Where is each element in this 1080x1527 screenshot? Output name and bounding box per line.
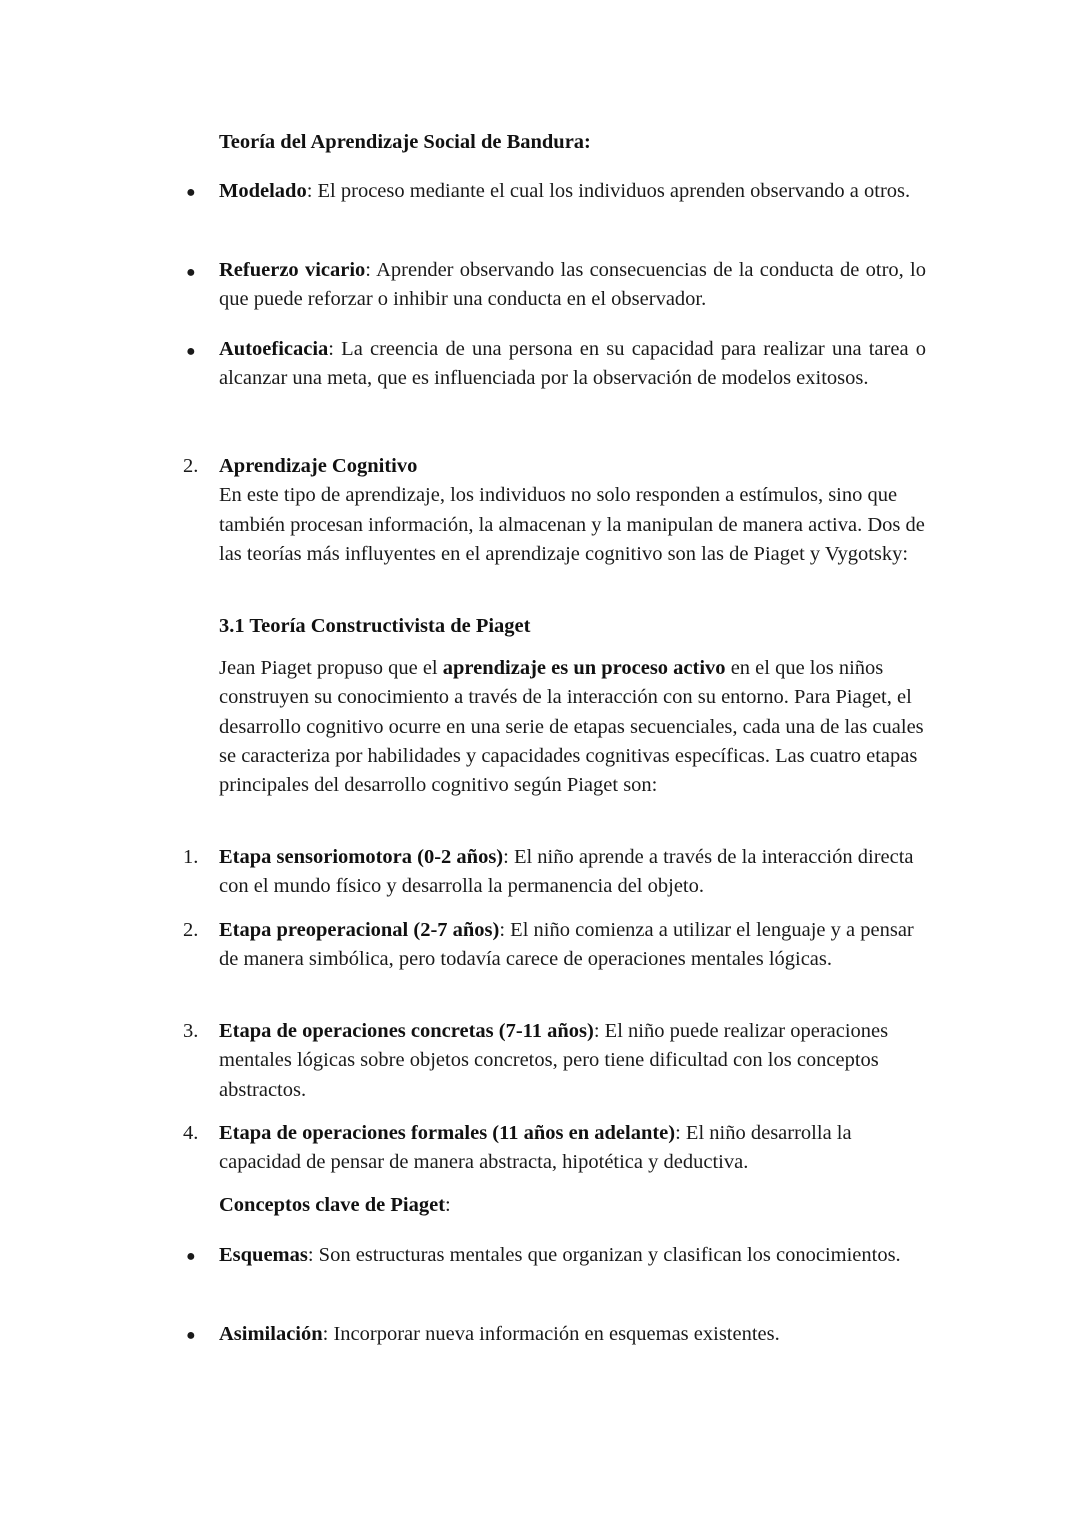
bandura-item-modelado: Modelado: El proceso mediante el cual los individuos aprenden observando a otros. (219, 180, 911, 202)
concept-item-esquemas: Esquemas: Son estructuras mentales que organizan y clasifican los conocimientos. (219, 1244, 901, 1266)
concepts-heading: Conceptos clave de Piaget: (219, 1194, 451, 1216)
piaget-paragraph: Jean Piaget propuso que el aprendizaje es un proceso activo en el que los niños construyen su conocimiento a través de la interacción con su entorno. Para Piaget, el desarrollo cognitivo ocurre en una serie de etapas secuenciales, cada una de las cuales se caracteriza por habilidades y capacidades cognitivas específicas. Las cuatro etapas principales del desarrollo cognitivo según Piaget son: (219, 657, 924, 797)
bandura-heading (219, 128, 926, 157)
bullet-icon: ● (186, 264, 196, 281)
stage-number: 2. (183, 919, 199, 941)
bullet-icon: ● (186, 1248, 196, 1265)
stage-item: Etapa de operaciones formales (11 años en adelante): El niño desarrolla la capacidad de pensar de manera abstracta, hipotética y deductiva. (219, 1122, 852, 1174)
stage-item: Etapa sensoriomotora (0-2 años): El niño aprende a través de la interacción directa con el mundo físico y desarrolla la permanencia del objeto. (219, 846, 914, 898)
cognitivo-section (219, 452, 926, 569)
bandura-heading-text: Teoría del Aprendizaje Social de Bandura: (219, 131, 591, 153)
section-number: 2. (183, 455, 199, 477)
piaget-heading: 3.1 Teoría Constructivista de Piaget (219, 615, 531, 637)
cognitivo-title: Aprendizaje Cognitivo (219, 455, 418, 477)
bandura-item-autoeficacia: Autoeficacia: La creencia de una persona en su capacidad para realizar una tarea o alcanzar una meta, que es influenciada por la observación de modelos exitosos. (219, 338, 926, 390)
cognitivo-intro: En este tipo de aprendizaje, los individuos no solo responden a estímulos, sino que también procesan información, la almacenan y la manipulan de manera activa. Dos de las teorías más influyentes en el aprendizaje cognitivo son las de Piaget y Vygotsky: (219, 484, 925, 565)
bandura-item-refuerzo: Refuerzo vicario: Aprender observando las consecuencias de la conducta de otro, lo que puede reforzar o inhibir una conducta en el observador. (219, 259, 926, 311)
bullet-icon: ● (186, 184, 196, 201)
stage-item: Etapa preoperacional (2-7 años): El niño comienza a utilizar el lenguaje y a pensar de manera simbólica, pero todavía carece de operaciones mentales lógicas. (219, 919, 914, 971)
stage-number: 4. (183, 1122, 199, 1144)
concept-item-asimilacion: Asimilación: Incorporar nueva información en esquemas existentes. (219, 1323, 780, 1345)
bullet-icon: ● (186, 1327, 196, 1344)
stage-item: Etapa de operaciones concretas (7-11 años): El niño puede realizar operaciones mentales lógicas sobre objetos concretos, pero tiene dificultad con los conceptos abstractos. (219, 1020, 889, 1101)
bullet-icon: ● (186, 343, 196, 360)
stage-number: 3. (183, 1020, 199, 1042)
stage-number: 1. (183, 846, 199, 868)
